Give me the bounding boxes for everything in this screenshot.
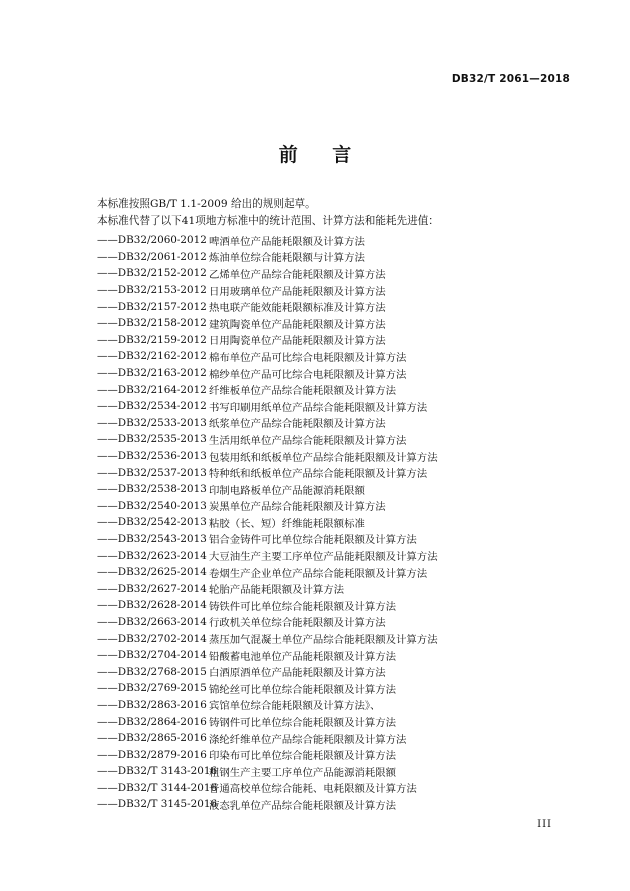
standard-name: 乙烯单位产品综合能耗限额及计算方法	[209, 268, 386, 281]
standard-name: 轮胎产品能耗限额及计算方法	[209, 584, 345, 597]
standard-name: 炭黑单位产品综合能耗限额及计算方法	[209, 501, 386, 514]
list-item	[97, 232, 577, 249]
list-item	[97, 564, 577, 581]
page-number: III	[537, 819, 552, 830]
standard-name: 锦纶丝可比单位综合能耗限额及计算方法	[209, 683, 397, 696]
list-item	[97, 249, 577, 266]
list-item	[97, 464, 577, 481]
list-item	[97, 547, 577, 564]
standard-code: ——DB32/2534-2012	[97, 400, 207, 413]
standard-code: ——DB32/2157-2012	[97, 300, 207, 313]
intro-paragraph-drafting-rule: 本标准按照GB/T 1.1-2009 给出的规则起草。	[97, 198, 316, 210]
standard-name: 日用玻璃单位产品能耗限额及计算方法	[209, 285, 386, 298]
standard-code: ——DB32/2768-2015	[97, 665, 207, 678]
standard-code: ——DB32/T 3144-2016	[97, 781, 218, 794]
list-item	[97, 365, 577, 382]
standard-name: 纸浆单位产品综合能耗限额及计算方法	[209, 418, 386, 431]
standard-name: 生活用纸单位产品综合能耗限额及计算方法	[209, 434, 407, 447]
standard-name: 行政机关单位综合能耗限额及计算方法	[209, 617, 386, 630]
standard-name: 包装用纸和纸板单位产品综合能耗限额及计算方法	[209, 451, 438, 464]
list-item	[97, 730, 577, 747]
list-item	[97, 332, 577, 349]
standard-name: 特种纸和纸板单位产品综合能耗限额及计算方法	[209, 468, 428, 481]
standard-name: 建筑陶瓷单位产品能耗限额及计算方法	[209, 318, 386, 331]
list-item	[97, 614, 577, 631]
standard-name: 宾馆单位综合能耗限额及计算方法》、	[209, 700, 381, 713]
standard-code: ——DB32/2538-2013	[97, 483, 207, 496]
standard-code: ——DB32/2535-2013	[97, 433, 207, 446]
standard-name: 铸铁件可比单位综合能耗限额及计算方法	[209, 600, 397, 613]
list-item	[97, 265, 577, 282]
standard-name: 涤纶纤维单位产品综合能耗限额及计算方法	[209, 733, 407, 746]
list-item	[97, 481, 577, 498]
standard-code: ——DB32/2627-2014	[97, 582, 207, 595]
list-item	[97, 298, 577, 315]
standard-name: 热电联产能效能耗限额标准及计算方法	[209, 302, 386, 315]
list-item	[97, 630, 577, 647]
standard-name: 书写印刷用纸单位产品综合能耗限额及计算方法	[209, 401, 428, 414]
list-item	[97, 713, 577, 730]
standard-code: ——DB32/2536-2013	[97, 450, 207, 463]
standard-code: ——DB32/2537-2013	[97, 466, 207, 479]
list-item	[97, 647, 577, 664]
standard-code: ——DB32/2152-2012	[97, 267, 207, 280]
list-item	[97, 763, 577, 780]
list-item	[97, 746, 577, 763]
standard-code: ——DB32/2159-2012	[97, 333, 207, 346]
standard-code: ——DB32/2628-2014	[97, 599, 207, 612]
standard-name: 大豆油生产主要工序单位产品能耗限额及计算方法	[209, 551, 438, 564]
list-item	[97, 381, 577, 398]
list-item	[97, 531, 577, 548]
standard-name: 日用陶瓷单位产品能耗限额及计算方法	[209, 335, 386, 348]
list-item	[97, 796, 577, 813]
list-item	[97, 348, 577, 365]
standard-name: 铅酸蓄电池单位产品能耗限额及计算方法	[209, 650, 397, 663]
standard-code-header: DB32/T 2061—2018	[451, 73, 570, 85]
standard-code: ——DB32/2865-2016	[97, 732, 207, 745]
standard-name: 棉纱单位产品可比综合电耗限额及计算方法	[209, 368, 407, 381]
standard-code: ——DB32/2158-2012	[97, 317, 207, 330]
list-item	[97, 697, 577, 714]
standard-code: ——DB32/T 3143-2016	[97, 765, 218, 778]
standard-name: 铸钢件可比单位综合能耗限额及计算方法	[209, 717, 397, 730]
standard-name: 棉布单位产品可比综合电耗限额及计算方法	[209, 351, 407, 364]
standard-code: ——DB32/2542-2013	[97, 516, 207, 529]
standard-code: ——DB32/2162-2012	[97, 350, 207, 363]
standard-name: 纤维板单位产品综合能耗限额及计算方法	[209, 385, 397, 398]
standard-code: ——DB32/2864-2016	[97, 715, 207, 728]
standard-name: 卷烟生产企业单位产品综合能耗限额及计算方法	[209, 567, 428, 580]
standard-code: ——DB32/2533-2013	[97, 416, 207, 429]
standard-code: ——DB32/2543-2013	[97, 532, 207, 545]
standard-code: ——DB32/2060-2012	[97, 234, 207, 247]
standard-name: 白酒原酒单位产品能耗限额及计算方法	[209, 667, 386, 680]
standard-code: ——DB32/2879-2016	[97, 748, 207, 761]
list-item	[97, 580, 577, 597]
standard-code: ——DB32/2625-2014	[97, 566, 207, 579]
list-item	[97, 498, 577, 515]
standard-name: 液态乳单位产品综合能耗限额及计算方法	[209, 799, 397, 812]
standard-code: ——DB32/2623-2014	[97, 549, 207, 562]
standard-name: 印制电路板单位产品能源消耗限额	[209, 484, 365, 497]
standard-code: ——DB32/T 3145-2016	[97, 798, 218, 811]
standard-name: 普通高校单位综合能耗、电耗限额及计算方法	[209, 783, 417, 796]
standard-code: ——DB32/2702-2014	[97, 632, 207, 645]
standard-code: ——DB32/2163-2012	[97, 367, 207, 380]
list-item	[97, 597, 577, 614]
list-item	[97, 780, 577, 797]
standard-code: ——DB32/2769-2015	[97, 682, 207, 695]
standard-name: 啤酒单位产品能耗限额及计算方法	[209, 235, 365, 248]
standard-name: 印染布可比单位综合能耗限额及计算方法	[209, 750, 397, 763]
page-title: 前 言	[278, 144, 366, 166]
standard-code: ——DB32/2061-2012	[97, 250, 207, 263]
list-item	[97, 415, 577, 432]
intro-paragraph-replacement: 本标准代替了以下41项地方标准中的统计范围、计算方法和能耗先进值：	[97, 215, 439, 227]
standard-code: ——DB32/2704-2014	[97, 649, 207, 662]
standard-name: 粗钢生产主要工序单位产品能源消耗限额	[209, 766, 397, 779]
replaced-standards-list	[97, 232, 577, 813]
list-item	[97, 448, 577, 465]
standard-name: 铝合金铸件可比单位综合能耗限额及计算方法	[209, 534, 417, 547]
standard-code: ——DB32/2540-2013	[97, 499, 207, 512]
standard-name: 蒸压加气混凝土单位产品综合能耗限额及计算方法	[209, 634, 438, 647]
list-item	[97, 282, 577, 299]
list-item	[97, 680, 577, 697]
list-item	[97, 431, 577, 448]
standard-name: 粘胶（长、短）纤维能耗限额标准	[209, 517, 365, 530]
standard-code: ——DB32/2153-2012	[97, 284, 207, 297]
list-item	[97, 398, 577, 415]
list-item	[97, 663, 577, 680]
standard-code: ——DB32/2663-2014	[97, 615, 207, 628]
list-item	[97, 514, 577, 531]
list-item	[97, 315, 577, 332]
standard-code: ——DB32/2164-2012	[97, 383, 207, 396]
standard-name: 炼油单位综合能耗限额与计算方法	[209, 252, 365, 265]
standard-code: ——DB32/2863-2016	[97, 698, 207, 711]
